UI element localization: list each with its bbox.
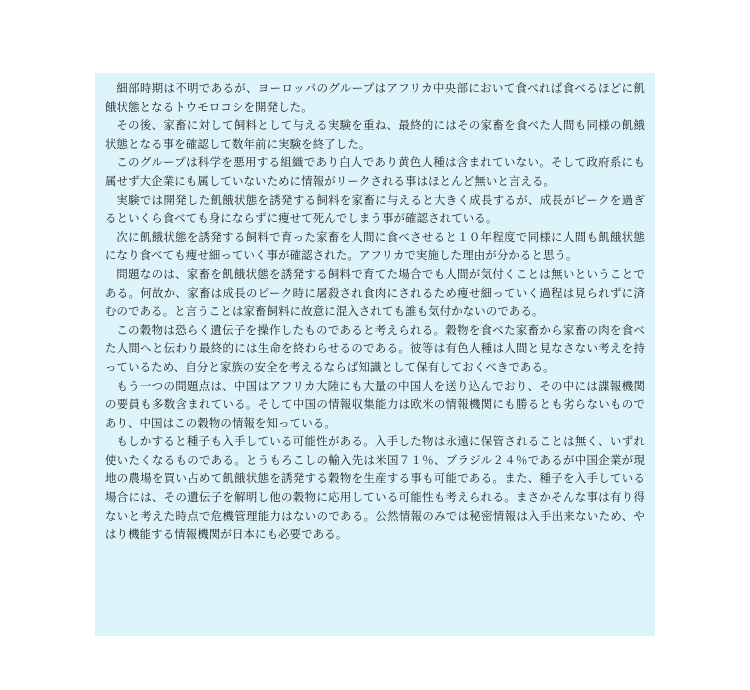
paragraph-4: 実験では開発した飢餓状態を誘発する飼料を家畜に与えると大きく成長するが、成長がピークを過ぎるといくら食べても身にならずに痩せて死んでしまう事が確認されている。 [105,192,645,226]
paragraph-2: その後、家畜に対して飼料として与える実験を重ね、最終的にはその家畜を食べた人間も同様の飢餓状態となる事を確認して数年前に実験を終了した。 [105,118,645,151]
paragraph-9: もしかすると種子も入手している可能性がある。入手した物は永遠に保管されることは無く、いずれ使いたくなるものである。とうもろこしの輸入先は米国７１％、ブラジル２４％であるが中国企業が現地の農場を買い占めて飢餓状態を誘発する穀物を生産する事も可能である。また、種子を入手している場合には、その遺伝子を解明し他の穀物に応用している可能性も考えられる。まさかそんな事は有り得ないと考えた時点で危機管理能力はないのである。公然情報のみでは秘密情報は入手出来ないため、やはり機能する情報機関が日本にも必要である。 [105,434,645,542]
paragraph-5: 次に飢餓状態を誘発する飼料で育った家畜を人間に食べさせると１０年程度で同様に人間も飢餓状態になり食べても痩せ細っていく事が確認された。アフリカで実施した理由が分かると思う。 [105,229,645,263]
paragraph-6: 問題なのは、家畜を飢餓状態を誘発する飼料で育てた場合でも人間が気付くことは無いということである。何故か、家畜は成長のピーク時に屠殺され食肉にされるため痩せ細っていく過程は見られずに済むのである。と言うことは家畜飼料に故意に混入されても誰も気付かないのである。 [105,266,645,319]
paragraph-1: 細部時期は不明であるが、ヨーロッパのグループはアフリカ中央部において食べれば食べるほどに飢餓状態となるトウモロコシを開発した。 [105,81,645,114]
paragraph-7: この穀物は恐らく遺伝子を操作したものであると考えられる。穀物を食べた家畜から家畜の肉を食べた人間へと伝わり最終的には生命を終わらせるのである。彼等は有色人種は人間と見なさない考えを持っているため、自分と家族の安全を考えるならば知識として保有しておくべきである。 [105,322,645,374]
document-panel [95,73,655,636]
paragraph-3: このグループは科学を悪用する組織であり白人であり黄色人種は含まれていない。そして政府系にも属せず大企業にも属していないために情報がリークされる事はほとんど無いと言える。 [105,155,645,188]
paragraph-8: もう一つの問題点は、中国はアフリカ大陸にも大量の中国人を送り込んでおり、その中には諜報機関の要員も多数含まれている。そして中国の情報収集能力は欧米の情報機関にも勝るとも劣らないものであり、中国はこの穀物の情報を知っている。 [105,378,645,430]
